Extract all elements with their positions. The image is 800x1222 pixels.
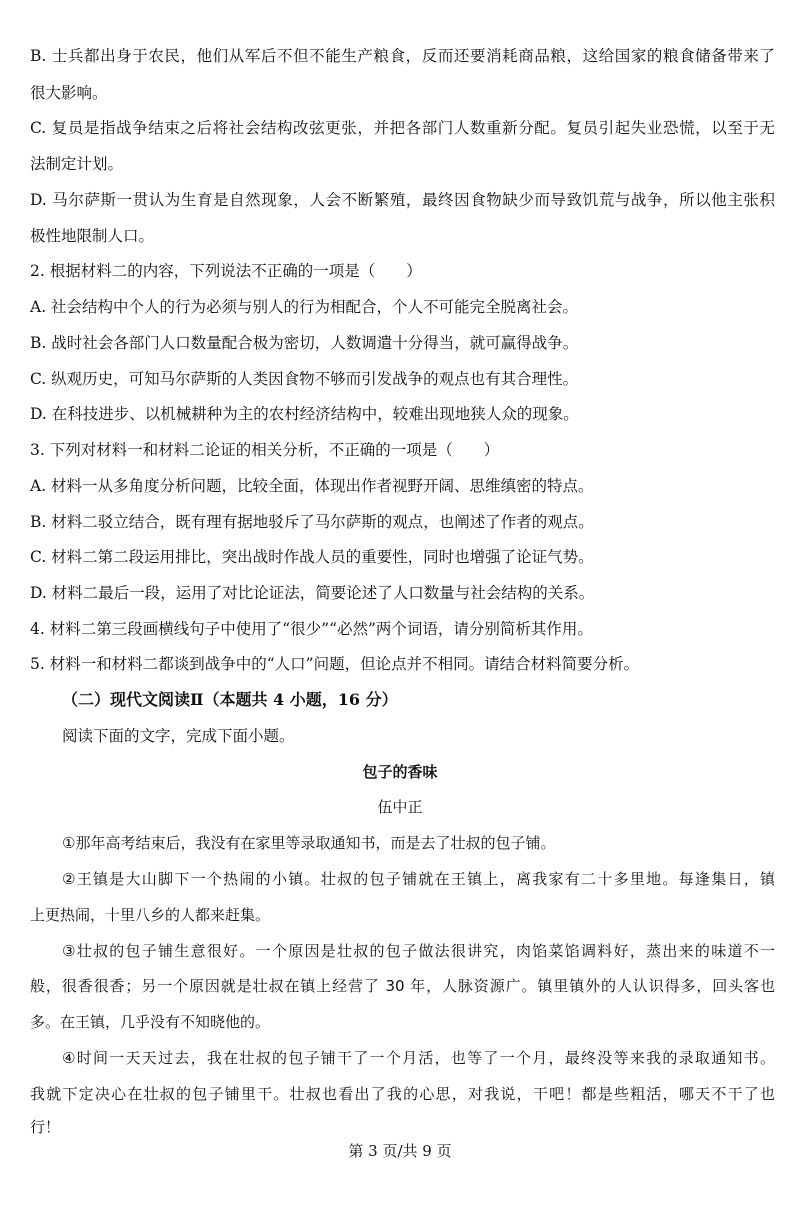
- story-author: 伍中正: [377, 798, 423, 816]
- paragraph-1: ①那年高考结束后，我没有在家里等录取通知书，而是去了壮叔的包子铺。: [62, 834, 556, 852]
- section-heading: （二）现代文阅读Ⅱ（本题共 4 小题，16 分）: [62, 690, 398, 709]
- question-2: 2. 根据材料二的内容，下列说法不正确的一项是（ ）: [30, 262, 422, 280]
- option-b-line-1: B. 士兵都出身于农民，他们从军后不但不能生产粮食，反而还要消耗商品粮，这给国家的粮食储备带来了: [30, 47, 775, 65]
- paragraph-3-line-1: ③壮叔的包子铺生意很好。一个原因是壮叔的包子做法很讲究，肉馅菜馅调料好，蒸出来的味道不一: [62, 942, 775, 960]
- question-3-option-c: C. 材料二第二段运用排比，突出战时作战人员的重要性，同时也增强了论证气势。: [30, 548, 594, 566]
- question-2-option-c: C. 纵观历史，可知马尔萨斯的人类因食物不够而引发战争的观点也有其合理性。: [30, 370, 579, 388]
- question-2-option-a: A. 社会结构中个人的行为必须与别人的行为相配合，个人不可能完全脱离社会。: [30, 298, 579, 316]
- paragraph-3-line-3: 多。在王镇，几乎没有不知晓他的。: [30, 1013, 271, 1031]
- option-d-line-1: D. 马尔萨斯一贯认为生育是自然现象，人会不断繁殖，最终因食物缺少而导致饥荒与战争，所以他主张积: [30, 191, 775, 209]
- question-3-option-a: A. 材料一从多角度分析问题，比较全面，体现出作者视野开阔、思维缜密的特点。: [30, 477, 594, 495]
- paragraph-4-line-1: ④时间一天天过去，我在壮叔的包子铺干了一个月活，也等了一个月，最终没等来我的录取通知书。: [62, 1049, 775, 1067]
- question-3: 3. 下列对材料一和材料二论证的相关分析，不正确的一项是（ ）: [30, 441, 500, 459]
- story-title: 包子的香味: [362, 763, 438, 781]
- option-c-line-1: C. 复员是指战争结束之后将社会结构改弦更张，并把各部门人数重新分配。复员引起失业恐慌，以至于无: [30, 119, 775, 137]
- paragraph-3-line-2: 般，很香很香；另一个原因就是壮叔在镇上经营了 30 年，人脉资源广。镇里镇外的人认识得多，回头客也: [30, 977, 775, 995]
- option-c-line-2: 法制定计划。: [30, 155, 124, 173]
- option-b-line-2: 很大影响。: [30, 84, 108, 102]
- paragraph-4-line-2: 我就下定决心在壮叔的包子铺里干。壮叔也看出了我的心思，对我说，干吧！都是些粗活，哪天不干了也: [30, 1085, 775, 1103]
- paragraph-2-line-1: ②王镇是大山脚下一个热闹的小镇。壮叔的包子铺就在王镇上，离我家有二十多里地。每逢集日，镇: [62, 870, 775, 888]
- instruction: 阅读下面的文字，完成下面小题。: [62, 727, 295, 745]
- question-2-option-b: B. 战时社会各部门人口数量配合极为密切，人数调遣十分得当，就可赢得战争。: [30, 334, 579, 352]
- question-2-option-d: D. 在科技进步、以机械耕种为主的农村经济结构中，较难出现地狭人众的现象。: [30, 405, 579, 423]
- paragraph-4-line-3: 行！: [30, 1118, 61, 1136]
- question-4: 4. 材料二第三段画横线句子中使用了“很少”“必然”两个词语，请分别简析其作用。: [30, 620, 593, 638]
- page-footer: 第 3 页/共 9 页: [348, 1142, 452, 1160]
- question-3-option-d: D. 材料二最后一段，运用了对比论证法，简要论述了人口数量与社会结构的关系。: [30, 584, 595, 602]
- option-d-line-2: 极性地限制人口。: [30, 227, 155, 245]
- question-3-option-b: B. 材料二驳立结合，既有理有据地驳斥了马尔萨斯的观点，也阐述了作者的观点。: [30, 513, 594, 531]
- paragraph-2-line-2: 上更热闹，十里八乡的人都来赶集。: [30, 906, 271, 924]
- question-5: 5. 材料一和材料二都谈到战争中的“人口”问题，但论点并不相同。请结合材料简要分析。: [30, 655, 640, 673]
